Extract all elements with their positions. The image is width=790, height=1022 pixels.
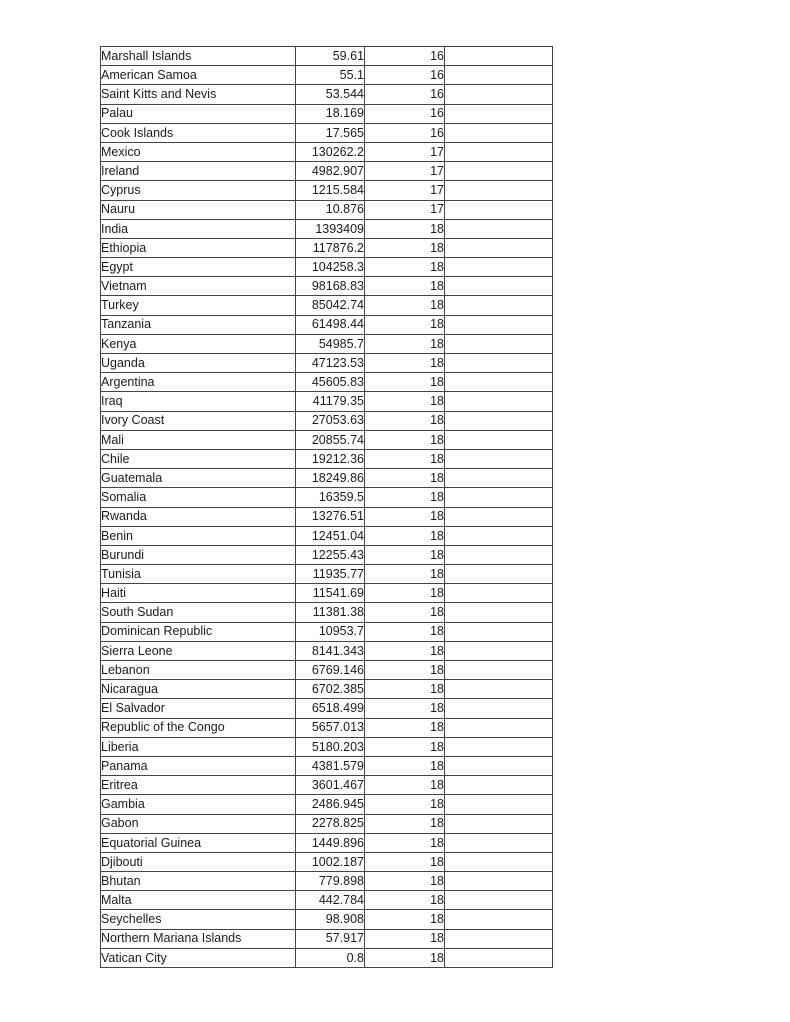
- value-cell[interactable]: 3601.467: [296, 776, 365, 795]
- empty-cell[interactable]: [445, 565, 553, 584]
- table-row: [101, 507, 553, 526]
- country-cell[interactable]: Bhutan: [101, 872, 296, 891]
- country-cell[interactable]: Cyprus: [101, 181, 296, 200]
- value-cell[interactable]: 53.544: [296, 85, 365, 104]
- empty-cell[interactable]: [445, 277, 553, 296]
- rank-cell[interactable]: 18: [365, 641, 445, 660]
- empty-cell[interactable]: [445, 929, 553, 948]
- value-cell[interactable]: 12255.43: [296, 545, 365, 564]
- empty-cell[interactable]: [445, 603, 553, 622]
- rank-cell[interactable]: 18: [365, 756, 445, 775]
- value-cell[interactable]: 16359.5: [296, 488, 365, 507]
- country-cell[interactable]: Palau: [101, 104, 296, 123]
- value-cell[interactable]: 11381.38: [296, 603, 365, 622]
- table-row: [101, 85, 553, 104]
- empty-cell[interactable]: [445, 66, 553, 85]
- table-row: [101, 123, 553, 142]
- empty-cell[interactable]: [445, 680, 553, 699]
- value-cell[interactable]: 6769.146: [296, 661, 365, 680]
- empty-cell[interactable]: [445, 872, 553, 891]
- rank-cell[interactable]: 16: [365, 104, 445, 123]
- country-cell[interactable]: Somalia: [101, 488, 296, 507]
- table-row: [101, 661, 553, 680]
- table-row: [101, 756, 553, 775]
- rank-cell[interactable]: 18: [365, 603, 445, 622]
- country-cell[interactable]: Mali: [101, 430, 296, 449]
- rank-cell[interactable]: 18: [365, 565, 445, 584]
- table-row: [101, 219, 553, 238]
- empty-cell[interactable]: [445, 411, 553, 430]
- rank-cell[interactable]: 18: [365, 430, 445, 449]
- country-cell[interactable]: Sierra Leone: [101, 641, 296, 660]
- value-cell[interactable]: 85042.74: [296, 296, 365, 315]
- country-cell[interactable]: Seychelles: [101, 910, 296, 929]
- table-row: [101, 354, 553, 373]
- country-cell[interactable]: Argentina: [101, 373, 296, 392]
- country-cell[interactable]: Ivory Coast: [101, 411, 296, 430]
- rank-cell[interactable]: 17: [365, 162, 445, 181]
- value-cell[interactable]: 2278.825: [296, 814, 365, 833]
- empty-cell[interactable]: [445, 373, 553, 392]
- value-cell[interactable]: 104258.3: [296, 258, 365, 277]
- value-cell[interactable]: 59.61: [296, 47, 365, 66]
- table-row: [101, 795, 553, 814]
- table-row: [101, 718, 553, 737]
- country-cell[interactable]: Djibouti: [101, 852, 296, 871]
- empty-cell[interactable]: [445, 162, 553, 181]
- table-row: [101, 833, 553, 852]
- value-cell[interactable]: 4982.907: [296, 162, 365, 181]
- value-cell[interactable]: 19212.36: [296, 449, 365, 468]
- country-cell[interactable]: Ethiopia: [101, 238, 296, 257]
- country-cell[interactable]: Gabon: [101, 814, 296, 833]
- rank-cell[interactable]: 18: [365, 526, 445, 545]
- table-row: [101, 66, 553, 85]
- country-cell[interactable]: Dominican Republic: [101, 622, 296, 641]
- empty-cell[interactable]: [445, 181, 553, 200]
- country-cell[interactable]: Nicaragua: [101, 680, 296, 699]
- rank-cell[interactable]: 18: [365, 373, 445, 392]
- value-cell[interactable]: 130262.2: [296, 142, 365, 161]
- value-cell[interactable]: 1002.187: [296, 852, 365, 871]
- empty-cell[interactable]: [445, 795, 553, 814]
- rank-cell[interactable]: 18: [365, 258, 445, 277]
- rank-cell[interactable]: 18: [365, 891, 445, 910]
- table-row: [101, 104, 553, 123]
- value-cell[interactable]: 41179.35: [296, 392, 365, 411]
- table-row: [101, 891, 553, 910]
- rank-cell[interactable]: 16: [365, 85, 445, 104]
- country-cell[interactable]: Gambia: [101, 795, 296, 814]
- country-cell[interactable]: El Salvador: [101, 699, 296, 718]
- table-row: [101, 334, 553, 353]
- value-cell[interactable]: 1449.896: [296, 833, 365, 852]
- country-cell[interactable]: Panama: [101, 756, 296, 775]
- country-cell[interactable]: Eritrea: [101, 776, 296, 795]
- rank-cell[interactable]: 18: [365, 469, 445, 488]
- table-row: [101, 545, 553, 564]
- rank-cell[interactable]: 18: [365, 488, 445, 507]
- rank-cell[interactable]: 16: [365, 66, 445, 85]
- empty-cell[interactable]: [445, 85, 553, 104]
- value-cell[interactable]: 45605.83: [296, 373, 365, 392]
- value-cell[interactable]: 6518.499: [296, 699, 365, 718]
- country-cell[interactable]: Liberia: [101, 737, 296, 756]
- table-row: [101, 641, 553, 660]
- rank-cell[interactable]: 17: [365, 142, 445, 161]
- rank-cell[interactable]: 18: [365, 354, 445, 373]
- rank-cell[interactable]: 18: [365, 661, 445, 680]
- rank-cell[interactable]: 18: [365, 219, 445, 238]
- rank-cell[interactable]: 18: [365, 334, 445, 353]
- table-row: [101, 565, 553, 584]
- value-cell[interactable]: 18.169: [296, 104, 365, 123]
- table-row: [101, 469, 553, 488]
- country-cell[interactable]: Iraq: [101, 392, 296, 411]
- table-row: [101, 872, 553, 891]
- value-cell[interactable]: 20855.74: [296, 430, 365, 449]
- rank-cell[interactable]: 16: [365, 123, 445, 142]
- empty-cell[interactable]: [445, 430, 553, 449]
- country-cell[interactable]: Lebanon: [101, 661, 296, 680]
- rank-cell[interactable]: 16: [365, 47, 445, 66]
- value-cell[interactable]: 17.565: [296, 123, 365, 142]
- empty-cell[interactable]: [445, 238, 553, 257]
- country-cell[interactable]: Vatican City: [101, 948, 296, 967]
- rank-cell[interactable]: 18: [365, 449, 445, 468]
- table-body: [101, 47, 553, 968]
- country-cell[interactable]: Northern Mariana Islands: [101, 929, 296, 948]
- empty-cell[interactable]: [445, 910, 553, 929]
- rank-cell[interactable]: 18: [365, 584, 445, 603]
- country-cell[interactable]: American Samoa: [101, 66, 296, 85]
- empty-cell[interactable]: [445, 756, 553, 775]
- table-row: [101, 622, 553, 641]
- empty-cell[interactable]: [445, 622, 553, 641]
- rank-cell[interactable]: 17: [365, 181, 445, 200]
- table-row: [101, 948, 553, 967]
- table-row: [101, 142, 553, 161]
- value-cell[interactable]: 1393409: [296, 219, 365, 238]
- empty-cell[interactable]: [445, 641, 553, 660]
- table-row: [101, 200, 553, 219]
- empty-cell[interactable]: [445, 891, 553, 910]
- table-row: [101, 411, 553, 430]
- country-cell[interactable]: Nauru: [101, 200, 296, 219]
- rank-cell[interactable]: 18: [365, 776, 445, 795]
- value-cell[interactable]: 0.8: [296, 948, 365, 967]
- empty-cell[interactable]: [445, 737, 553, 756]
- table-row: [101, 737, 553, 756]
- rank-cell[interactable]: 18: [365, 238, 445, 257]
- rank-cell[interactable]: 17: [365, 200, 445, 219]
- country-cell[interactable]: Ireland: [101, 162, 296, 181]
- country-cell[interactable]: Burundi: [101, 545, 296, 564]
- country-cell[interactable]: Kenya: [101, 334, 296, 353]
- empty-cell[interactable]: [445, 526, 553, 545]
- rank-cell[interactable]: 18: [365, 795, 445, 814]
- table-row: [101, 488, 553, 507]
- value-cell[interactable]: 6702.385: [296, 680, 365, 699]
- country-cell[interactable]: Guatemala: [101, 469, 296, 488]
- value-cell[interactable]: 18249.86: [296, 469, 365, 488]
- table-row: [101, 315, 553, 334]
- table-row: [101, 238, 553, 257]
- country-cell[interactable]: Tunisia: [101, 565, 296, 584]
- country-cell[interactable]: Vietnam: [101, 277, 296, 296]
- table-row: [101, 392, 553, 411]
- value-cell[interactable]: 10.876: [296, 200, 365, 219]
- table-row: [101, 776, 553, 795]
- value-cell[interactable]: 5180.203: [296, 737, 365, 756]
- table-row: [101, 181, 553, 200]
- table-row: [101, 373, 553, 392]
- country-cell[interactable]: Malta: [101, 891, 296, 910]
- rank-cell[interactable]: 18: [365, 411, 445, 430]
- empty-cell[interactable]: [445, 469, 553, 488]
- country-cell[interactable]: Mexico: [101, 142, 296, 161]
- empty-cell[interactable]: [445, 449, 553, 468]
- empty-cell[interactable]: [445, 699, 553, 718]
- table-row: [101, 929, 553, 948]
- empty-cell[interactable]: [445, 142, 553, 161]
- table-row: [101, 162, 553, 181]
- value-cell[interactable]: 98168.83: [296, 277, 365, 296]
- rank-cell[interactable]: 18: [365, 910, 445, 929]
- empty-cell[interactable]: [445, 948, 553, 967]
- table-row: [101, 852, 553, 871]
- table-row: [101, 449, 553, 468]
- country-cell[interactable]: India: [101, 219, 296, 238]
- table-row: [101, 430, 553, 449]
- empty-cell[interactable]: [445, 776, 553, 795]
- rank-cell[interactable]: 18: [365, 948, 445, 967]
- rank-cell[interactable]: 18: [365, 315, 445, 334]
- value-cell[interactable]: 47123.53: [296, 354, 365, 373]
- empty-cell[interactable]: [445, 392, 553, 411]
- rank-cell[interactable]: 18: [365, 296, 445, 315]
- value-cell[interactable]: 13276.51: [296, 507, 365, 526]
- rank-cell[interactable]: 18: [365, 872, 445, 891]
- table-row: [101, 680, 553, 699]
- country-cell[interactable]: Tanzania: [101, 315, 296, 334]
- table-row: [101, 277, 553, 296]
- rank-cell[interactable]: 18: [365, 392, 445, 411]
- rank-cell[interactable]: 18: [365, 833, 445, 852]
- value-cell[interactable]: 57.917: [296, 929, 365, 948]
- empty-cell[interactable]: [445, 507, 553, 526]
- empty-cell[interactable]: [445, 258, 553, 277]
- empty-cell[interactable]: [445, 718, 553, 737]
- empty-cell[interactable]: [445, 334, 553, 353]
- value-cell[interactable]: 54985.7: [296, 334, 365, 353]
- value-cell[interactable]: 12451.04: [296, 526, 365, 545]
- empty-cell[interactable]: [445, 852, 553, 871]
- value-cell[interactable]: 27053.63: [296, 411, 365, 430]
- value-cell[interactable]: 442.784: [296, 891, 365, 910]
- country-cell[interactable]: Saint Kitts and Nevis: [101, 85, 296, 104]
- empty-cell[interactable]: [445, 47, 553, 66]
- value-cell[interactable]: 779.898: [296, 872, 365, 891]
- value-cell[interactable]: 10953.7: [296, 622, 365, 641]
- rank-cell[interactable]: 18: [365, 852, 445, 871]
- rank-cell[interactable]: 18: [365, 277, 445, 296]
- empty-cell[interactable]: [445, 354, 553, 373]
- empty-cell[interactable]: [445, 584, 553, 603]
- value-cell[interactable]: 11935.77: [296, 565, 365, 584]
- table-row: [101, 47, 553, 66]
- country-cell[interactable]: South Sudan: [101, 603, 296, 622]
- value-cell[interactable]: 8141.343: [296, 641, 365, 660]
- empty-cell[interactable]: [445, 814, 553, 833]
- empty-cell[interactable]: [445, 833, 553, 852]
- table-row: [101, 910, 553, 929]
- country-cell[interactable]: Marshall Islands: [101, 47, 296, 66]
- empty-cell[interactable]: [445, 219, 553, 238]
- value-cell[interactable]: 5657.013: [296, 718, 365, 737]
- country-cell[interactable]: Equatorial Guinea: [101, 833, 296, 852]
- empty-cell[interactable]: [445, 296, 553, 315]
- country-cell[interactable]: Egypt: [101, 258, 296, 277]
- empty-cell[interactable]: [445, 123, 553, 142]
- empty-cell[interactable]: [445, 545, 553, 564]
- table-row: [101, 258, 553, 277]
- country-cell[interactable]: Chile: [101, 449, 296, 468]
- empty-cell[interactable]: [445, 104, 553, 123]
- rank-cell[interactable]: 18: [365, 699, 445, 718]
- value-cell[interactable]: 98.908: [296, 910, 365, 929]
- country-cell[interactable]: Rwanda: [101, 507, 296, 526]
- value-cell[interactable]: 1215.584: [296, 181, 365, 200]
- rank-cell[interactable]: 18: [365, 507, 445, 526]
- rank-cell[interactable]: 18: [365, 814, 445, 833]
- country-cell[interactable]: Benin: [101, 526, 296, 545]
- value-cell[interactable]: 11541.69: [296, 584, 365, 603]
- table-row: [101, 526, 553, 545]
- country-cell[interactable]: Haiti: [101, 584, 296, 603]
- rank-cell[interactable]: 18: [365, 737, 445, 756]
- country-cell[interactable]: Turkey: [101, 296, 296, 315]
- value-cell[interactable]: 55.1: [296, 66, 365, 85]
- table-row: [101, 814, 553, 833]
- country-data-table: [100, 46, 553, 968]
- value-cell[interactable]: 61498.44: [296, 315, 365, 334]
- table-row: [101, 603, 553, 622]
- country-cell[interactable]: Republic of the Congo: [101, 718, 296, 737]
- value-cell[interactable]: 2486.945: [296, 795, 365, 814]
- table-row: [101, 296, 553, 315]
- country-cell[interactable]: Cook Islands: [101, 123, 296, 142]
- country-cell[interactable]: Uganda: [101, 354, 296, 373]
- rank-cell[interactable]: 18: [365, 718, 445, 737]
- table-row: [101, 584, 553, 603]
- rank-cell[interactable]: 18: [365, 929, 445, 948]
- empty-cell[interactable]: [445, 315, 553, 334]
- value-cell[interactable]: 117876.2: [296, 238, 365, 257]
- empty-cell[interactable]: [445, 661, 553, 680]
- rank-cell[interactable]: 18: [365, 545, 445, 564]
- rank-cell[interactable]: 18: [365, 680, 445, 699]
- empty-cell[interactable]: [445, 200, 553, 219]
- table-row: [101, 699, 553, 718]
- rank-cell[interactable]: 18: [365, 622, 445, 641]
- empty-cell[interactable]: [445, 488, 553, 507]
- value-cell[interactable]: 4381.579: [296, 756, 365, 775]
